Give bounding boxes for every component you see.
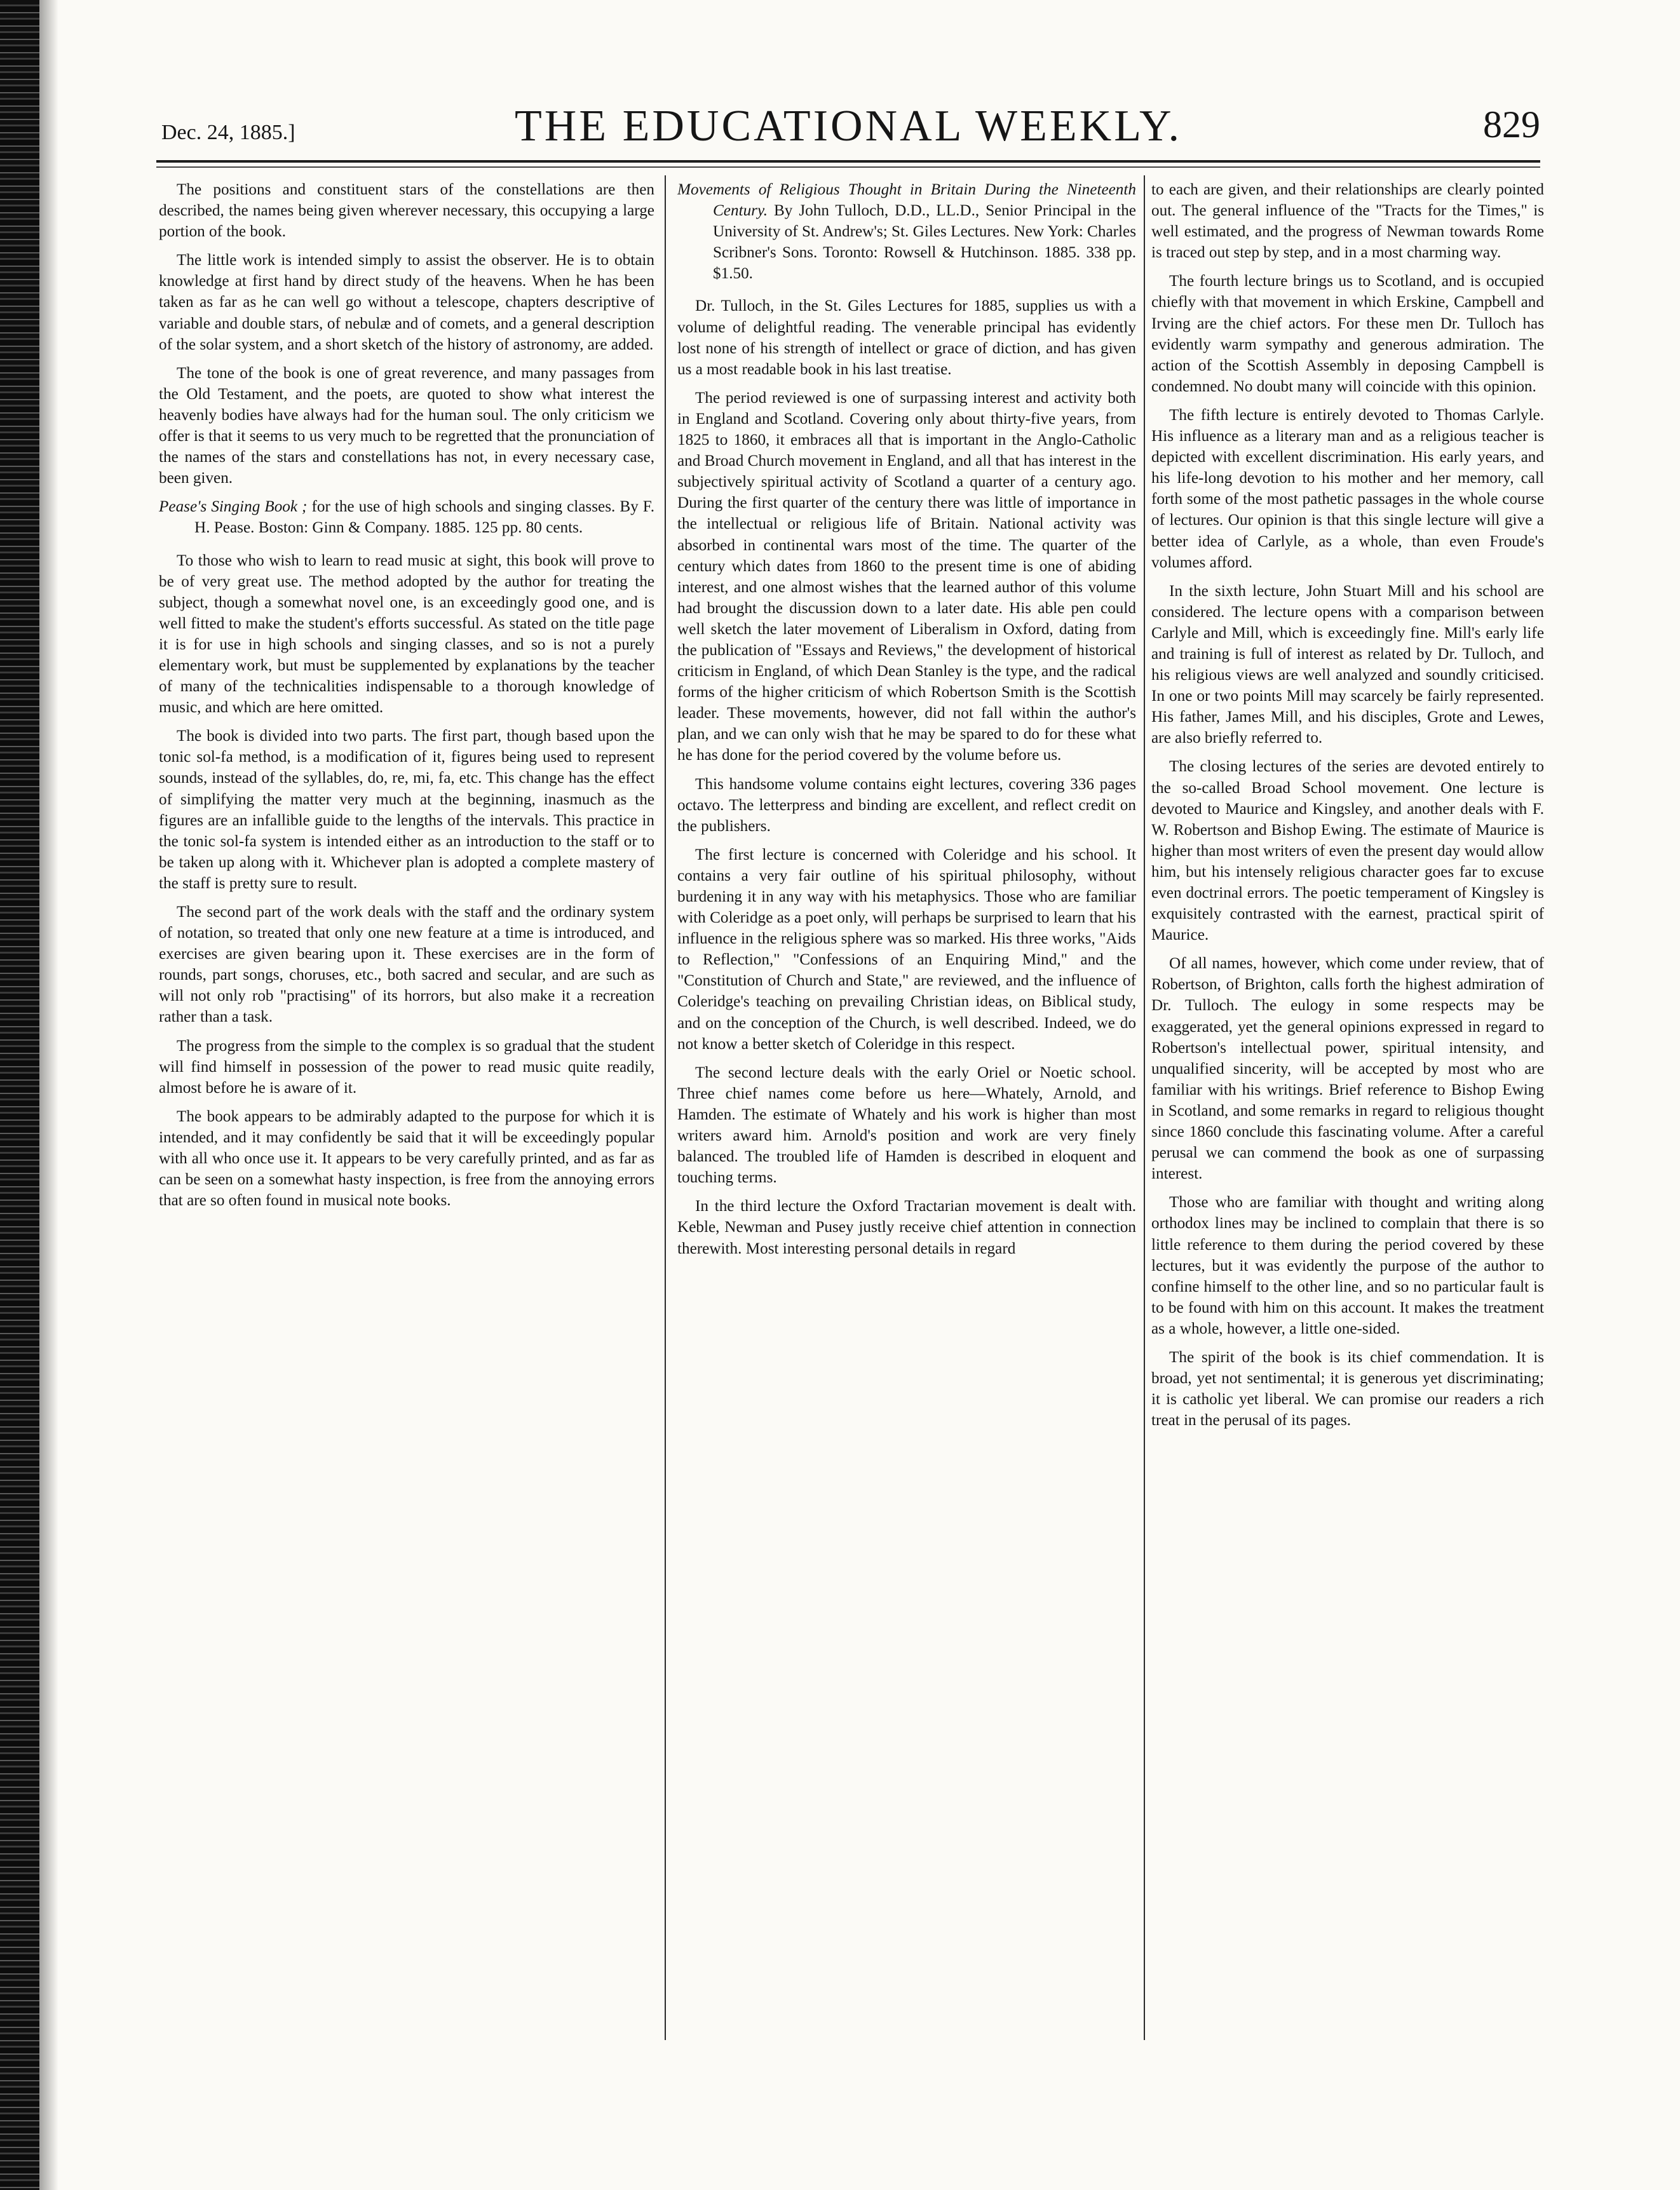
paragraph: This handsome volume contains eight lectures, covering 336 pages octavo. The letterpress and binding are excellent, and reflect credit on the publishers. [677,775,1136,835]
paragraph: The fourth lecture brings us to Scotland, and is occupied chiefly with that movement in which Erskine, Campbell and Irving are the chief actors. For these men Dr. Tulloch has evidently warm sympathy and generous admiration. The action of the Scottish Assembly in deposing Campbell is condemned. No doubt many will coincide with this opinion. [1151,273,1544,395]
column-divider [665,175,666,2040]
column-1 [159,179,654,1219]
page-header [156,102,1540,151]
paragraph: Dr. Tulloch, in the St. Giles Lectures for 1885, supplies us with a volume of delightful reading. The venerable principal has evidently lost none of his strength of intellect or grace of diction, and has given us a most readable book in his last treatise. [677,297,1136,378]
book-details: By John Tulloch, D.D., LL.D., Senior Principal in the University of St. Andrew's; St. Giles Lectures. New York: Charles Scribner's Sons. Toronto: Rowsell & Hutchinson. 1885. 338 pp. $1.50. [713,202,1136,283]
paragraph: The book appears to be admirably adapted to the purpose for which it is intended, and it may confidently be said that it will be exceedingly popular with all who once use it. It appears to be very carefully printed, and as far as can be seen on a somewhat hasty inspection, is free from the annoying errors that are so often found in musical note books. [159,1107,654,1210]
book-title: Pease's Singing Book ; [159,498,308,516]
paragraph: The first lecture is concerned with Coleridge and his school. It contains a very fair outline of his spiritual philosophy, without burdening it in any way with his metaphysics. Those who are familiar with Coleridge as a poet only, will perhaps be surprised to learn that his influence in the religious sphere was so marked. His three works, "Aids to Reflection," "Confessions of an Enquiring Mind," and the "Constitution of Church and State," are reviewed, and the influence of Coleridge's teaching on prevailing Christian ideas, on Biblical study, and on the conception of the Church, is well described. Indeed, we do not know a better sketch of Coleridge in this respect. [677,846,1136,1053]
column-divider [1144,175,1145,2040]
book-notice [159,496,654,538]
paragraph: The closing lectures of the series are devoted entirely to the so-called Broad School movement. One lecture is devoted to Maurice and Kingsley, and another deals with F. W. Robertson and Bishop Ewing. The estimate of Maurice is higher than most writers of even the present day would allow him, but his intensely religious character goes far to excuse even doctrinal errors. The poetic temperament of Kingsley is exquisitely contrasted with the earnest, practical spirit of Maurice. [1151,758,1544,944]
column-2 [677,179,1136,1267]
paragraph: to each are given, and their relationships are clearly pointed out. The general influence of the "Tracts for the Times," is well estimated, and the progress of Newman towards Rome is traced out step by step, and in a most charming way. [1151,181,1544,262]
masthead-title: THE EDUCATIONAL WEEKLY. [515,102,1182,151]
paragraph: To those who wish to learn to read music at sight, this book will prove to be of very great use. The method adopted by the author for treating the subject, though a somewhat novel one, is an exceedingly good one, and is well fitted to make the student's efforts successful. As stated on the title page it is for use in high schools and singing classes, and so is not a purely elementary work, but must be supplemented by explanations by the teacher of many of the technicalities indispensable to a thorough knowledge of music, and which are here omitted. [159,551,654,717]
paragraph: The second part of the work deals with the staff and the ordinary system of notation, so treated that only one new feature at a time is introduced, and exercises are given bearing upon it. These exercises are in the form of rounds, part songs, choruses, etc., both sacred and secular, and are such as will not only rob "practising" of its horrors, but also make it a recreation rather than a task. [159,903,654,1026]
paragraph: The little work is intended simply to assist the observer. He is to obtain knowledge at first hand by direct study of the heavens. When he has been taken as far as he can well go without a telescope, chapters descriptive of variable and double stars, of nebulæ and of comets, and a general description of the solar system, and a short sketch of the history of astronomy, are added. [159,252,654,353]
header-rule-thin [156,166,1540,168]
paragraph: Those who are familiar with thought and writing along orthodox lines may be inclined to complain that there is so little reference to them during the period covered by these lectures, but it was evidently the purpose of the author to confine himself to the other line, and so no particular fault is to be found with him on this account. It makes the treatment as a whole, however, a little one-sided. [1151,1194,1544,1337]
paragraph: In the sixth lecture, John Stuart Mill and his school are considered. The lecture opens with a comparison between Carlyle and Mill, which is exceedingly fine. Mill's early life and training is full of interest as related by Dr. Tulloch, and his religious views are well analyzed and soundly criticised. In one or two points Mill may scarcely be fairly represented. His father, James Mill, and his disciples, Grote and Lewes, are also briefly referred to. [1151,582,1544,747]
paragraph: The book is divided into two parts. The first part, though based upon the tonic sol-fa method, is a modification of it, figures being used to represent sounds, instead of the syllables, do, re, mi, fa, etc. This change has the effect of simplifying the matter very much at the beginning, inasmuch as the figures are an infallible guide to the lengths of the intervals. This practice in the tonic sol-fa system is intended either as an introduction to the staff or to be taken up along with it. Whichever plan is adopted a complete mastery of the staff is pretty sure to result. [159,727,654,892]
paragraph: The fifth lecture is entirely devoted to Thomas Carlyle. His influence as a literary man and as a religious teacher is depicted with excellent discrimination. His early years, and his life-long devotion to his mother and her memory, call forth some of the most pathetic passages in the whole course of lectures. Our opinion is that this single lecture will give a better idea of Carlyle, as a whole, than even Froude's volumes afford. [1151,406,1544,571]
header-rule [156,160,1540,163]
paragraph: In the third lecture the Oxford Tractarian movement is dealt with. Keble, Newman and Pusey justly receive chief attention in connection therewith. Most interesting personal details in regard [677,1198,1136,1257]
column-3 [1151,179,1544,1438]
page-binding-shadow [39,0,58,2190]
book-notice [677,179,1136,284]
paragraph: The period reviewed is one of surpassing interest and activity both in England and Scotland. Covering only about thirty-five years, from 1825 to 1860, it embraces all that is important in the Anglo-Catholic and Broad Church movement in England, and all that has interest in the subjectively spiritual activity of Scotland a quarter of a century ago. During the first quarter of the century there was little of importance in the intellectual or religious life of Britain. National activity was absorbed in continental wars most of the time. The quarter of the century which dates from 1860 to the present time is one of abiding interest, and one almost wishes that the learned author of this volume had brought the discussion down to a later date. His able pen could well sketch the later movement of Liberalism in Oxford, dating from the publication of "Essays and Reviews," the development of historical criticism in England, of which Dean Stanley is the type, and the radical forms of the higher criticism of which Robertson Smith is the Scottish leader. These movements, however, did not fall within the author's plan, and we can only wish that he may be spared to do for these what he has done for the period covered by the volume before us. [677,389,1136,764]
book-title: Movements of Religious Thought in Britain During the Nineteenth Century. [677,181,1136,220]
issue-date: Dec. 24, 1885.] [161,121,295,144]
page-binding-edge [0,0,39,2190]
paragraph: The spirit of the book is its chief commendation. It is broad, yet not sentimental; it is generous yet discriminating; it is catholic yet liberal. We can promise our readers a rich treat in the perusal of its pages. [1151,1348,1544,1430]
page-number: 829 [1483,104,1540,145]
paragraph: The positions and constituent stars of the constellations are then described, the names being given wherever necessary, this occupying a large portion of the book. [159,181,654,241]
paragraph: The second lecture deals with the early Oriel or Noetic school. Three chief names come before us here—Whately, Arnold, and Hamden. The estimate of Whately and his work is higher than most writers award him. Arnold's position and work are very finely balanced. The troubled life of Hamden is described in eloquent and touching terms. [677,1064,1136,1187]
paragraph: The progress from the simple to the complex is so gradual that the student will find himself in possession of the power to read music quite readily, almost before he is aware of it. [159,1037,654,1097]
paragraph: The tone of the book is one of great reverence, and many passages from the Old Testament, and the poets, are quoted to show what interest the heavenly bodies have always had for the human soul. The only criticism we offer is that it seems to us very much to be regretted that the pronunciation of the names of the stars and constellations has not, in every necessary case, been given. [159,364,654,487]
paragraph: Of all names, however, which come under review, that of Robertson, of Brighton, calls forth the highest admiration of Dr. Tulloch. The eulogy in some respects may be exaggerated, yet the general opinions expressed in regard to Robertson's intellectual power, spiritual intensity, and unqualified sincerity, will be accepted by most who are familiar with his writings. Brief reference to Bishop Ewing in Scotland, and some remarks in regard to religious thought since 1860 conclude this fascinating volume. After a careful perusal we can commend the book as one of surpassing interest. [1151,955,1544,1183]
book-details: for the use of high schools and singing classes. By F. H. Pease. Boston: Ginn & Company. 1885. 125 pp. 80 cents. [194,498,654,537]
